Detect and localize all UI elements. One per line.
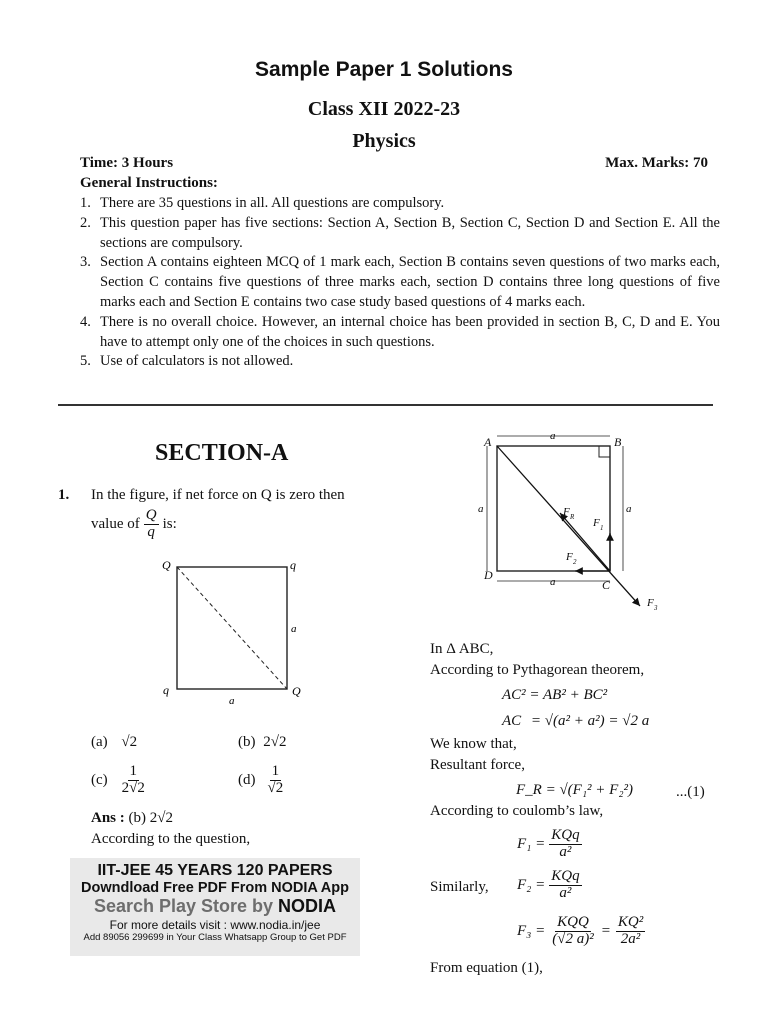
label-side-a: a bbox=[291, 623, 297, 635]
question-number: 1. bbox=[58, 487, 70, 503]
diagonal-dashed-line bbox=[177, 567, 287, 689]
resultant-text: Resultant force, bbox=[430, 757, 525, 773]
pythagoras-text: According to Pythagorean theorem, bbox=[430, 662, 645, 678]
label-top-a: a bbox=[550, 430, 556, 442]
equation-f3: F₃ = $\frac{\text{KQQ}}{\text{(√2 a)²}}$ = $\frac{\text{KQ²}}{\text{2a²}}$ bbox=[517, 914, 644, 947]
question-text: In the figure, if net force on Q is zero then bbox=[91, 487, 345, 503]
instructions-heading: General Instructions: bbox=[80, 175, 218, 191]
label-top-left: Q bbox=[162, 558, 171, 572]
promo-line5: Add 89056 299699 in Your Class Whatsapp Group to Get PDF bbox=[83, 932, 347, 943]
right-angle-mark bbox=[599, 446, 610, 457]
option-a: (a) √2 bbox=[91, 734, 138, 750]
label-bottom-a: a bbox=[229, 695, 235, 707]
option-b: (b) 2√2 bbox=[238, 734, 287, 750]
label-FR-sub: R bbox=[570, 513, 575, 521]
option-d: (d) $\frac{1}{√2}$ bbox=[238, 763, 284, 796]
label-bottom-right: Q bbox=[292, 684, 301, 698]
equation-reference: ...(1) bbox=[676, 784, 705, 800]
label-A: A bbox=[484, 435, 492, 449]
equation-fr: F_R = √(F₁² + F₂²) bbox=[516, 782, 634, 798]
diagonal-force-line bbox=[497, 446, 640, 606]
according-text: According to the question, bbox=[91, 831, 251, 847]
label-bottom-a: a bbox=[550, 576, 556, 588]
instruction-item: 2. This question paper has five sections: Section A, Section B, Section C, Section D and Section E. All the sections are compulsory. bbox=[80, 214, 720, 251]
label-right-a: a bbox=[626, 503, 632, 515]
label-top-right: q bbox=[290, 558, 296, 572]
from-equation-text: From equation (1), bbox=[430, 960, 543, 976]
label-C: C bbox=[602, 578, 611, 592]
time-label: Time: 3 Hours bbox=[80, 155, 174, 171]
class-line: Class XII 2022-23 bbox=[307, 98, 461, 120]
option-c: (c) $\frac{1}{2√2}$ bbox=[91, 763, 145, 796]
equation-ac: AC = √(a² + a²) = √2 a bbox=[502, 713, 650, 729]
label-bottom-left: q bbox=[163, 683, 169, 697]
in-abc-text: In Δ ABC, bbox=[430, 641, 494, 657]
section-heading: SECTION-A bbox=[155, 440, 289, 466]
equation-f1: F₁ = $\frac{\text{KQq}}{\text{a²}}$ bbox=[517, 827, 580, 860]
promo-line2: Downdload Free PDF From NODIA App bbox=[81, 880, 349, 896]
label-left-a: a bbox=[478, 503, 484, 515]
label-D: D bbox=[484, 568, 493, 582]
label-F3: F bbox=[647, 597, 654, 609]
label-B: B bbox=[614, 435, 622, 449]
know-text: We know that, bbox=[430, 736, 517, 752]
label-F3-sub: 3 bbox=[654, 604, 658, 612]
divider bbox=[58, 404, 713, 406]
equation-f2: F₂ = $\frac{\text{KQq}}{\text{a²}}$ bbox=[517, 868, 580, 901]
q-ratio-fraction: $\frac{Q}{q}$ bbox=[145, 507, 157, 540]
label-F2: F bbox=[566, 551, 573, 563]
subject-title: Physics bbox=[352, 130, 416, 152]
promo-banner[interactable] bbox=[70, 858, 360, 956]
question-text-line2: value of $\frac{Q}{q}$ is: bbox=[91, 507, 177, 540]
label-FR: F bbox=[563, 506, 570, 518]
instruction-item: 4. There is no overall choice. However, an internal choice has been provided in section B, C, D and E. You have to attempt only one of the choices in such questions. bbox=[80, 313, 720, 350]
instructions-list bbox=[80, 194, 720, 372]
coulomb-text: According to coulomb’s law, bbox=[430, 803, 604, 819]
label-F1-sub: 1 bbox=[600, 524, 604, 532]
similarly-text: Similarly, bbox=[430, 879, 489, 895]
solution-figure bbox=[475, 428, 675, 618]
promo-line4: For more details visit : www.nodia.in/jee bbox=[109, 918, 321, 932]
question-figure bbox=[150, 555, 320, 710]
instruction-item: 1. There are 35 questions in all. All questions are compulsory. bbox=[80, 195, 445, 211]
page-title: Sample Paper 1 Solutions bbox=[255, 58, 513, 81]
equation-ac-squared: AC² = AB² + BC² bbox=[502, 687, 608, 703]
instruction-item: 3. Section A contains eighteen MCQ of 1 mark each, Section B contains seven questions of two marks each, Section C contains five questions of three marks each, section D contains three long questions of five marks each and Section E contains two case study based questions of 4 marks each. bbox=[80, 254, 720, 310]
promo-line1: IIT-JEE 45 YEARS 120 PAPERS bbox=[97, 862, 333, 879]
instruction-item: 5. Use of calculators is not allowed. bbox=[80, 353, 294, 370]
promo-line3: Search Play Store by NODIA bbox=[93, 896, 337, 916]
answer-line: Ans : (b) 2√2 bbox=[91, 810, 173, 826]
label-F2-sub: 2 bbox=[573, 558, 577, 566]
label-F1: F bbox=[593, 517, 600, 529]
max-marks-label: Max. Marks: 70 bbox=[605, 155, 708, 171]
